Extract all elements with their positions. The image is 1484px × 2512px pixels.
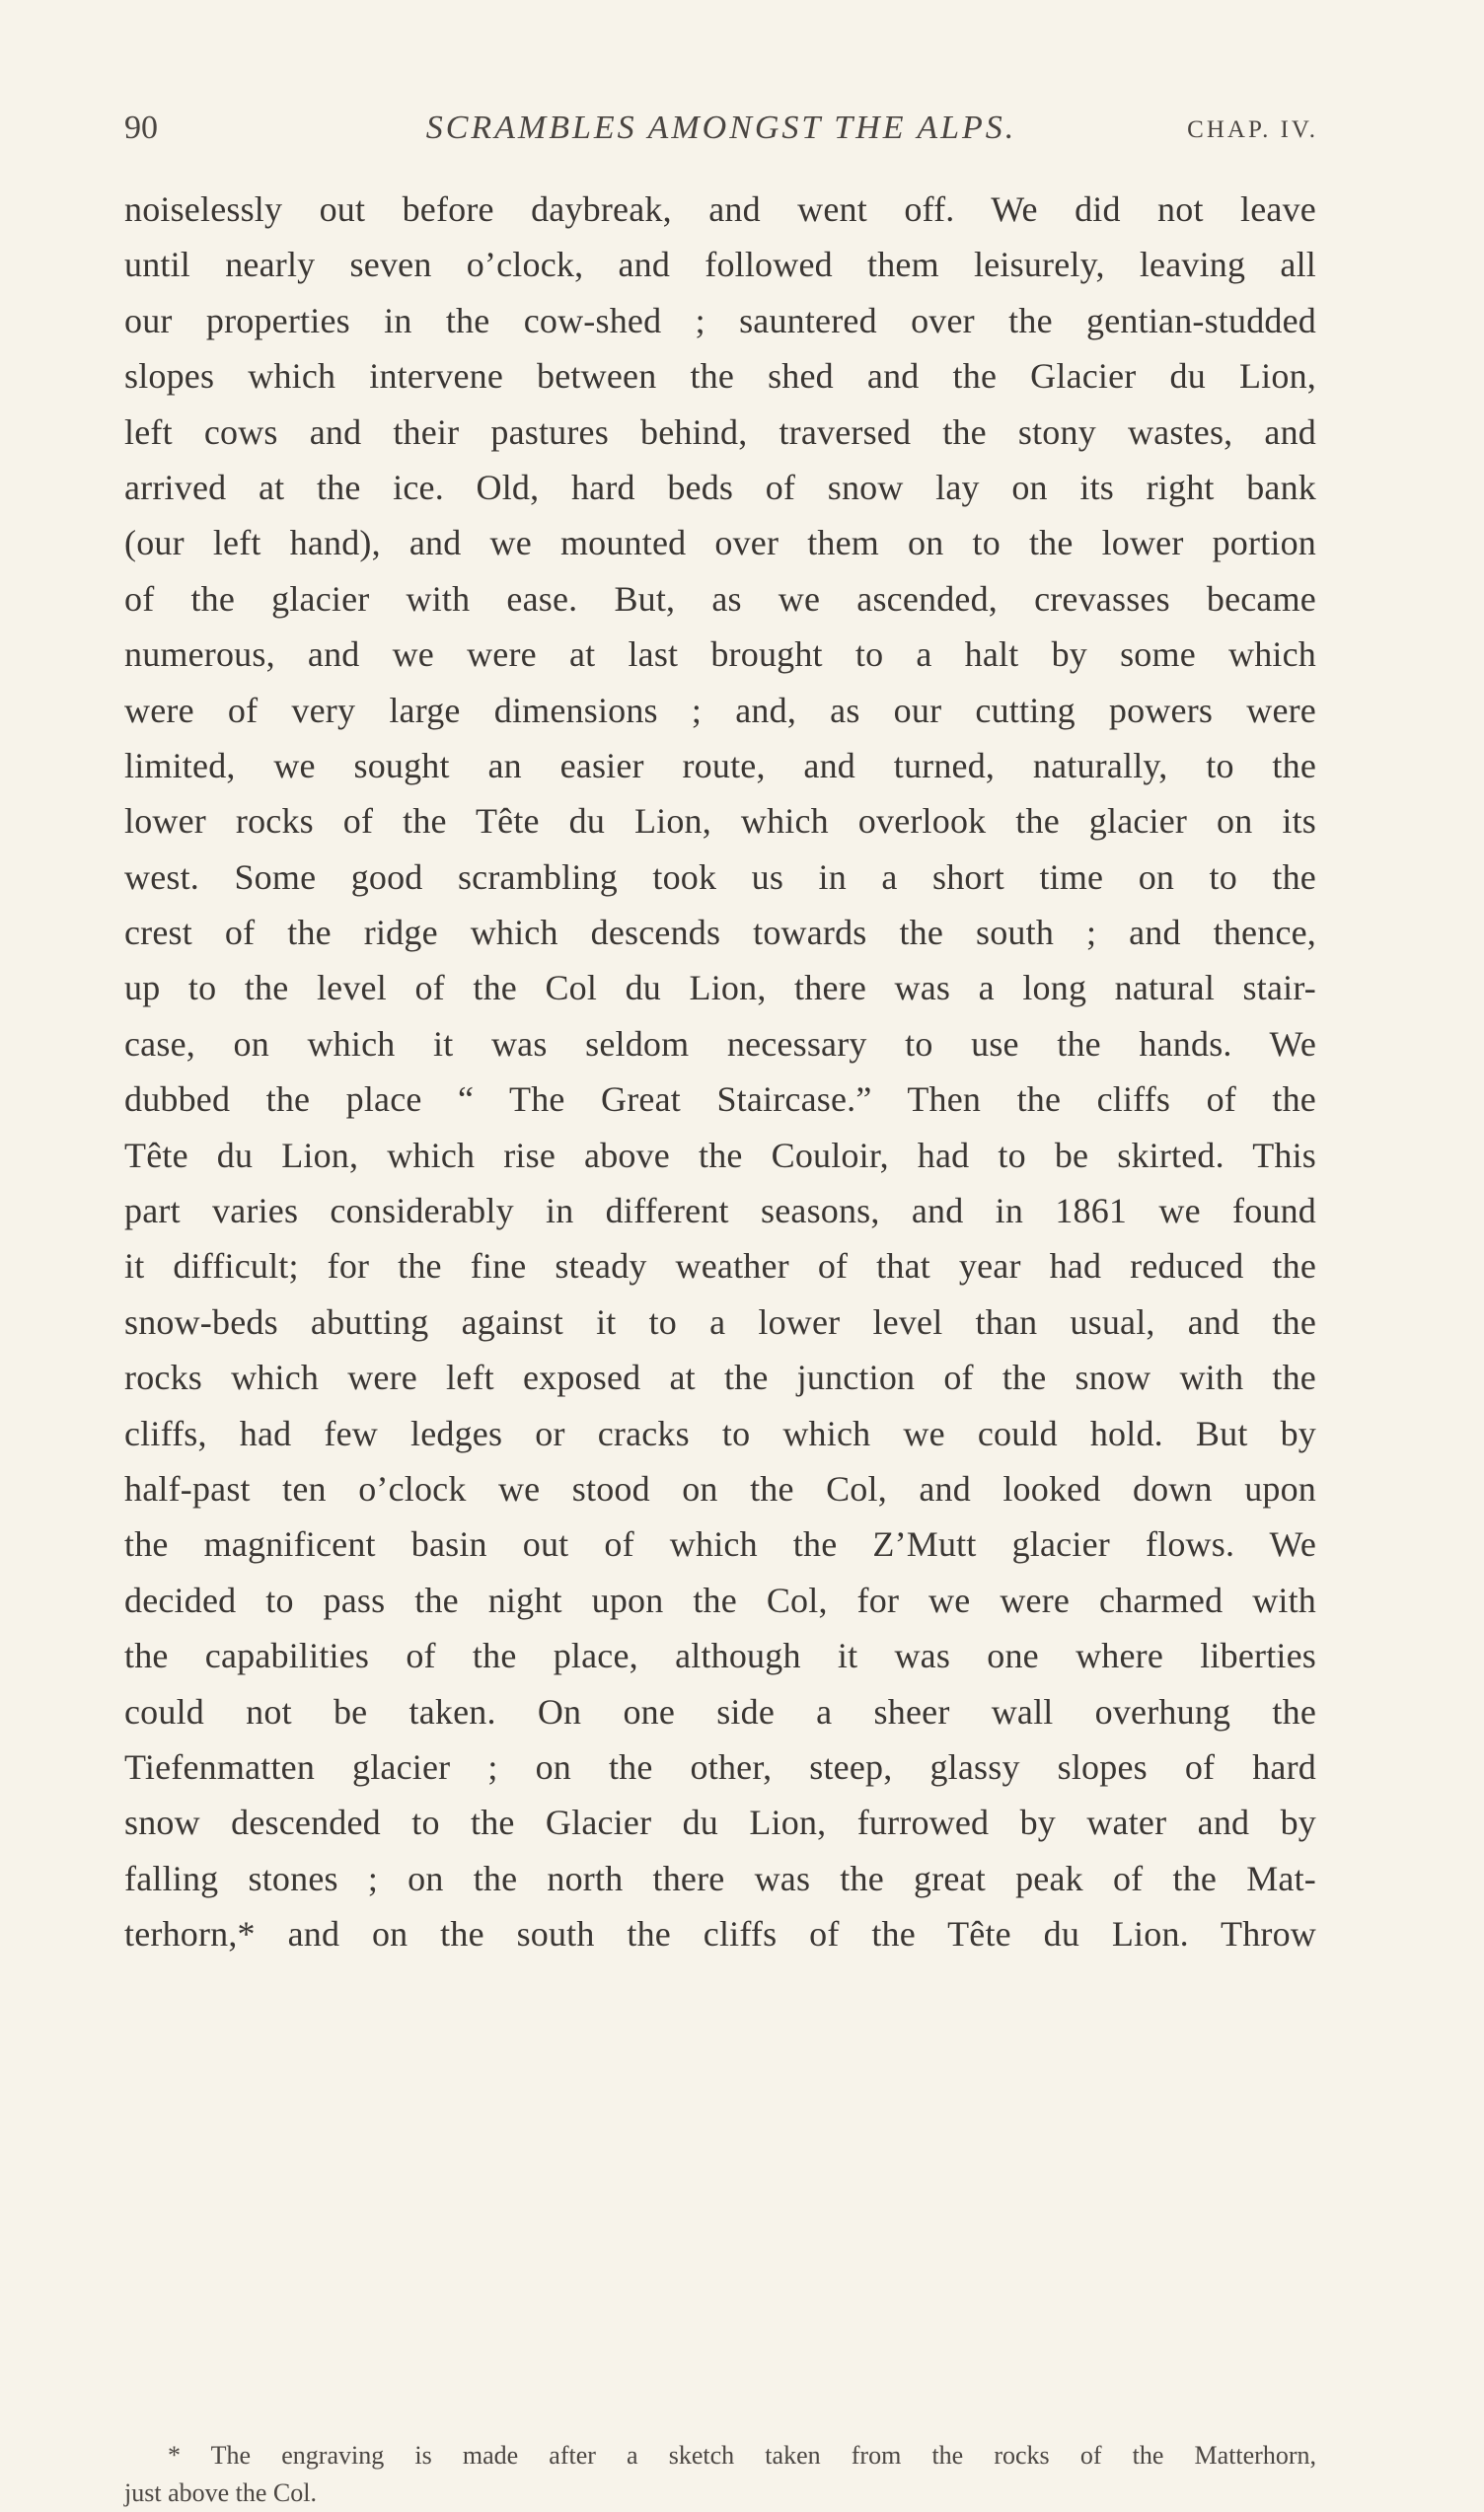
text-line: were of very large dimensions ; and, as our cutting powers were bbox=[124, 690, 1316, 730]
text-line: up to the level of the Col du Lion, there was a long natural stair- bbox=[124, 968, 1316, 1008]
text-line: Tête du Lion, which rise above the Couloir, had to be skirted. This bbox=[124, 1135, 1316, 1175]
text-line: rocks which were left exposed at the junction of the snow with the bbox=[124, 1358, 1316, 1398]
text-line: decided to pass the night upon the Col, for we were charmed with bbox=[124, 1580, 1316, 1620]
text-line: numerous, and we were at last brought to a halt by some which bbox=[124, 634, 1316, 675]
text-line: (our left hand), and we mounted over them on to the lower portion bbox=[124, 523, 1316, 563]
text-line: west. Some good scrambling took us in a short time on to the bbox=[124, 856, 1316, 897]
text-line: the magnificent basin out of which the Z’Mutt glacier flows. We bbox=[124, 1524, 1316, 1565]
text-line: slopes which intervene between the shed and the Glacier du Lion, bbox=[124, 356, 1316, 397]
text-line: dubbed the place “ The Great Staircase.” Then the cliffs of the bbox=[124, 1079, 1316, 1120]
running-title: SCRAMBLES AMONGST THE ALPS. bbox=[425, 110, 1017, 146]
text-line: cliffs, had few ledges or cracks to which we could hold. But by bbox=[124, 1413, 1316, 1453]
text-line: limited, we sought an easier route, and turned, naturally, to the bbox=[124, 745, 1316, 785]
text-line: noiselessly out before daybreak, and went off. We did not leave bbox=[124, 189, 1316, 229]
text-line: half-past ten o’clock we stood on the Col, and looked down upon bbox=[124, 1468, 1316, 1509]
chapter-reference: CHAP. IV. bbox=[1187, 116, 1318, 143]
text-line: crest of the ridge which descends towards the south ; and thence, bbox=[124, 913, 1316, 953]
text-line: terhorn,* and on the south the cliffs of the Tête du Lion. Throw bbox=[124, 1914, 1316, 1955]
text-line: snow descended to the Glacier du Lion, furrowed by water and by bbox=[124, 1803, 1316, 1843]
text-line: of the glacier with ease. But, as we ascended, crevasses became bbox=[124, 578, 1316, 619]
footnote-line: just above the Col. bbox=[124, 2478, 317, 2507]
page-number: 90 bbox=[124, 110, 158, 146]
text-line: until nearly seven o’clock, and followed them leisurely, leaving all bbox=[124, 245, 1316, 285]
text-line: it difficult; for the fine steady weather of that year had reduced the bbox=[124, 1246, 1316, 1287]
text-line: arrived at the ice. Old, hard beds of snow lay on its right bank bbox=[124, 467, 1316, 507]
text-line: snow-beds abutting against it to a lower level than usual, and the bbox=[124, 1301, 1316, 1342]
body-text bbox=[124, 182, 1316, 1962]
text-line: part varies considerably in different seasons, and in 1861 we found bbox=[124, 1191, 1316, 1231]
text-line: could not be taken. On one side a sheer wall overhung the bbox=[124, 1691, 1316, 1732]
footnote-line: * The engraving is made after a sketch taken from the rocks of the Matterhorn, bbox=[168, 2441, 1316, 2470]
text-line: lower rocks of the Tête du Lion, which overlook the glacier on its bbox=[124, 801, 1316, 842]
text-line: falling stones ; on the north there was the great peak of the Mat- bbox=[124, 1858, 1316, 1898]
text-line: our properties in the cow-shed ; sauntered over the gentian-studded bbox=[124, 300, 1316, 340]
footnote bbox=[124, 2437, 1316, 2512]
text-line: the capabilities of the place, although it was one where liberties bbox=[124, 1636, 1316, 1676]
text-line: left cows and their pastures behind, traversed the stony wastes, and bbox=[124, 411, 1316, 452]
running-head bbox=[124, 107, 1318, 150]
text-line: Tiefenmatten glacier ; on the other, steep, glassy slopes of hard bbox=[124, 1746, 1316, 1787]
text-line: case, on which it was seldom necessary to use the hands. We bbox=[124, 1023, 1316, 1064]
